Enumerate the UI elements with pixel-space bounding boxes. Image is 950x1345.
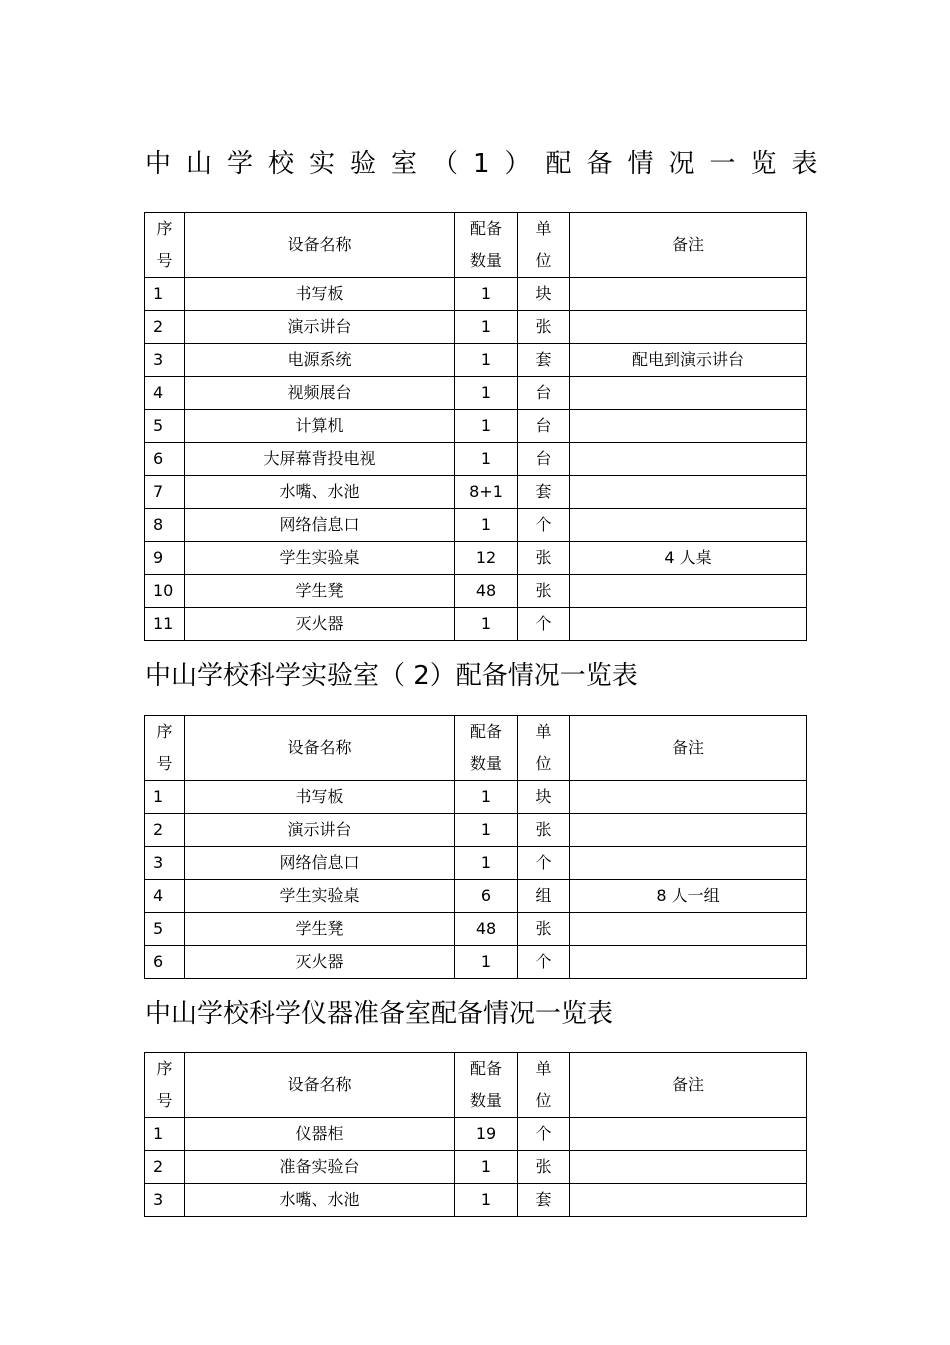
row-no-text: 4: [153, 383, 164, 402]
row-name-text: 水嘴、水池: [279, 1190, 360, 1209]
row-name: [185, 311, 455, 344]
row-qty: [455, 847, 518, 880]
header-qty-text: 数量: [469, 251, 502, 270]
header-qty-text: 数量: [469, 754, 502, 773]
row-name: [185, 443, 455, 476]
row-no-text: 2: [153, 820, 164, 839]
row-qty: [455, 946, 518, 979]
row-no-text: 5: [153, 416, 164, 435]
row-name: [185, 781, 455, 814]
row-qty-text: 1: [480, 614, 492, 633]
header-unit-text: 单: [535, 219, 552, 238]
row-qty-text: 1: [480, 1190, 492, 1209]
row-note: [570, 1184, 807, 1217]
row-note: [570, 781, 807, 814]
row-unit: [518, 410, 570, 443]
row-name-text: 网络信息口: [279, 515, 360, 534]
row-qty: [455, 344, 518, 377]
row-qty: [455, 781, 518, 814]
row-unit-text: 台: [535, 449, 552, 468]
table-row: [145, 443, 807, 476]
row-name: [185, 814, 455, 847]
header-note: [570, 213, 807, 278]
row-unit: [518, 814, 570, 847]
row-qty-text: 1: [480, 383, 492, 402]
row-unit: [518, 1184, 570, 1217]
row-unit-text: 个: [535, 515, 552, 534]
row-qty-text: 12: [475, 548, 497, 567]
header-name: [185, 213, 455, 278]
row-no: [145, 781, 185, 814]
header-unit: [518, 716, 570, 781]
table-header-row: [145, 1053, 807, 1118]
row-note: [570, 946, 807, 979]
header-name: [185, 716, 455, 781]
header-no: [145, 716, 185, 781]
row-unit-text: 张: [535, 919, 552, 938]
row-unit-text: 个: [535, 853, 552, 872]
header-unit-text: 单: [535, 722, 552, 741]
row-unit: [518, 311, 570, 344]
row-unit: [518, 781, 570, 814]
row-qty-text: 1: [480, 820, 492, 839]
row-qty-text: 19: [475, 1124, 497, 1143]
header-note: [570, 716, 807, 781]
table-row: [145, 946, 807, 979]
row-name-text: 大屏幕背投电视: [263, 449, 376, 468]
row-unit-text: 台: [535, 383, 552, 402]
row-no: [145, 476, 185, 509]
row-no-text: 2: [153, 317, 164, 336]
header-name-text: 设备名称: [287, 738, 352, 757]
row-note: [570, 509, 807, 542]
row-name: [185, 847, 455, 880]
row-unit-text: 个: [535, 952, 552, 971]
table-row: [145, 814, 807, 847]
header-name-text: 设备名称: [287, 1075, 352, 1094]
row-name: [185, 913, 455, 946]
row-no: [145, 278, 185, 311]
header-no: [145, 1053, 185, 1118]
table-row: [145, 781, 807, 814]
row-name: [185, 410, 455, 443]
row-note: [570, 311, 807, 344]
row-qty-text: 1: [480, 449, 492, 468]
row-unit: [518, 946, 570, 979]
row-note: [570, 344, 807, 377]
row-qty: [455, 278, 518, 311]
row-no: [145, 880, 185, 913]
row-qty-text: 1: [480, 1157, 492, 1176]
equipment-table-3: [144, 1052, 807, 1217]
row-unit-text: 个: [535, 614, 552, 633]
row-qty-text: 1: [480, 350, 492, 369]
row-name-text: 网络信息口: [279, 853, 360, 872]
header-unit-text: 位: [535, 754, 552, 773]
row-qty: [455, 814, 518, 847]
equipment-table-1: [144, 212, 807, 641]
row-qty: [455, 542, 518, 575]
row-no: [145, 377, 185, 410]
header-no-text: 序: [156, 722, 173, 741]
header-unit-text: 位: [535, 1091, 552, 1110]
row-qty-text: 1: [480, 952, 492, 971]
row-note: [570, 278, 807, 311]
row-name-text: 书写板: [295, 787, 344, 806]
row-name-text: 灭火器: [295, 614, 344, 633]
row-unit: [518, 1118, 570, 1151]
table-row: [145, 575, 807, 608]
row-no-text: 6: [153, 449, 164, 468]
table-row: [145, 1184, 807, 1217]
row-no-text: 3: [153, 1190, 164, 1209]
table-row: [145, 542, 807, 575]
row-qty: [455, 913, 518, 946]
row-name: [185, 1118, 455, 1151]
row-no-text: 3: [153, 350, 164, 369]
row-note: [570, 1118, 807, 1151]
row-no: [145, 542, 185, 575]
header-note-text: 备注: [671, 738, 704, 757]
row-unit-text: 组: [535, 886, 552, 905]
row-note-text: 8 人一组: [656, 886, 720, 905]
row-note: [570, 608, 807, 641]
row-unit: [518, 608, 570, 641]
header-unit-text: 位: [535, 251, 552, 270]
row-qty: [455, 1118, 518, 1151]
row-unit: [518, 880, 570, 913]
row-no-text: 3: [153, 853, 164, 872]
row-unit-text: 套: [535, 1190, 552, 1209]
header-qty-text: 配备: [469, 722, 502, 741]
table-3-title: 中山学校科学仪器准备室配备情况一览表: [145, 999, 614, 1029]
row-unit-text: 台: [535, 416, 552, 435]
row-qty: [455, 311, 518, 344]
row-note: [570, 880, 807, 913]
row-unit: [518, 847, 570, 880]
row-qty-text: 1: [480, 515, 492, 534]
header-qty: [455, 716, 518, 781]
row-note: [570, 443, 807, 476]
row-unit-text: 块: [535, 787, 552, 806]
header-note-text: 备注: [671, 235, 704, 254]
row-qty-text: 6: [480, 886, 492, 905]
row-unit: [518, 575, 570, 608]
row-no: [145, 509, 185, 542]
row-unit-text: 张: [535, 820, 552, 839]
row-name-text: 水嘴、水池: [279, 482, 360, 501]
table-header-row: [145, 716, 807, 781]
row-unit: [518, 913, 570, 946]
row-no: [145, 814, 185, 847]
row-unit: [518, 542, 570, 575]
row-name: [185, 509, 455, 542]
row-note: [570, 377, 807, 410]
row-no: [145, 847, 185, 880]
row-name: [185, 476, 455, 509]
row-qty: [455, 880, 518, 913]
header-no-text: 号: [156, 251, 173, 270]
table-row: [145, 880, 807, 913]
row-name-text: 仪器柜: [295, 1124, 344, 1143]
row-unit: [518, 278, 570, 311]
row-name: [185, 278, 455, 311]
table-row: [145, 608, 807, 641]
row-qty: [455, 476, 518, 509]
row-no-text: 8: [153, 515, 164, 534]
header-unit-text: 单: [535, 1059, 552, 1078]
row-name-text: 电源系统: [287, 350, 352, 369]
row-name-text: 学生凳: [295, 919, 344, 938]
row-no: [145, 344, 185, 377]
row-no-text: 1: [153, 787, 164, 806]
row-no: [145, 946, 185, 979]
row-qty: [455, 377, 518, 410]
row-name-text: 学生实验桌: [279, 548, 360, 567]
header-name-text: 设备名称: [287, 235, 352, 254]
equipment-table-2: [144, 715, 807, 979]
row-no: [145, 575, 185, 608]
row-qty: [455, 575, 518, 608]
row-unit-text: 套: [535, 482, 552, 501]
row-no-text: 1: [153, 284, 164, 303]
row-note: [570, 476, 807, 509]
row-unit-text: 张: [535, 1157, 552, 1176]
row-note: [570, 575, 807, 608]
row-no-text: 7: [153, 482, 164, 501]
row-qty-text: 1: [480, 416, 492, 435]
row-no-text: 6: [153, 952, 164, 971]
row-no: [145, 1151, 185, 1184]
row-name: [185, 542, 455, 575]
row-qty-text: 1: [480, 317, 492, 336]
row-note: [570, 847, 807, 880]
table-row: [145, 344, 807, 377]
table-row: [145, 278, 807, 311]
row-unit: [518, 344, 570, 377]
row-no: [145, 410, 185, 443]
header-qty: [455, 1053, 518, 1118]
row-no-text: 10: [153, 581, 174, 600]
table-row: [145, 847, 807, 880]
row-unit-text: 个: [535, 1124, 552, 1143]
row-unit-text: 张: [535, 317, 552, 336]
table-row: [145, 377, 807, 410]
row-name-text: 演示讲台: [287, 317, 352, 336]
row-qty-text: 1: [480, 787, 492, 806]
row-no: [145, 913, 185, 946]
row-note: [570, 1151, 807, 1184]
row-name: [185, 1184, 455, 1217]
row-no: [145, 443, 185, 476]
row-unit: [518, 509, 570, 542]
row-no-text: 9: [153, 548, 164, 567]
table-row: [145, 476, 807, 509]
row-name-text: 书写板: [295, 284, 344, 303]
table-row: [145, 311, 807, 344]
table-row: [145, 913, 807, 946]
header-no-text: 序: [156, 1059, 173, 1078]
row-no: [145, 311, 185, 344]
row-unit: [518, 377, 570, 410]
row-name: [185, 377, 455, 410]
row-qty: [455, 1151, 518, 1184]
row-unit-text: 张: [535, 581, 552, 600]
row-note: [570, 913, 807, 946]
row-unit-text: 套: [535, 350, 552, 369]
row-name-text: 学生凳: [295, 581, 344, 600]
row-qty: [455, 443, 518, 476]
row-qty-text: 1: [480, 853, 492, 872]
header-unit: [518, 1053, 570, 1118]
header-no: [145, 213, 185, 278]
row-qty: [455, 608, 518, 641]
table-row: [145, 410, 807, 443]
row-name: [185, 608, 455, 641]
row-name-text: 准备实验台: [279, 1157, 360, 1176]
row-qty-text: 1: [480, 284, 492, 303]
row-no-text: 1: [153, 1124, 164, 1143]
header-no-text: 序: [156, 219, 173, 238]
table-row: [145, 509, 807, 542]
row-note: [570, 410, 807, 443]
row-qty-text: 48: [475, 581, 497, 600]
header-note: [570, 1053, 807, 1118]
row-no-text: 4: [153, 886, 164, 905]
header-qty-text: 配备: [469, 1059, 502, 1078]
row-name-text: 学生实验桌: [279, 886, 360, 905]
row-unit: [518, 476, 570, 509]
table-2-title: 中山学校科学实验室（ 2）配备情况一览表: [145, 661, 638, 691]
table-header-row: [145, 213, 807, 278]
row-note-text: 4 人桌: [664, 548, 712, 567]
row-name: [185, 1151, 455, 1184]
header-no-text: 号: [156, 754, 173, 773]
row-name: [185, 344, 455, 377]
row-name: [185, 946, 455, 979]
header-note-text: 备注: [671, 1075, 704, 1094]
row-note: [570, 542, 807, 575]
row-note: [570, 814, 807, 847]
row-qty: [455, 1184, 518, 1217]
row-unit-text: 张: [535, 548, 552, 567]
row-qty: [455, 509, 518, 542]
row-name-text: 灭火器: [295, 952, 344, 971]
row-unit-text: 块: [535, 284, 552, 303]
row-name-text: 演示讲台: [287, 820, 352, 839]
row-no-text: 2: [153, 1157, 164, 1176]
row-name-text: 视频展台: [287, 383, 352, 402]
row-qty-text: 8+1: [469, 482, 503, 501]
row-qty: [455, 410, 518, 443]
row-no: [145, 1184, 185, 1217]
row-name-text: 计算机: [295, 416, 344, 435]
row-name: [185, 880, 455, 913]
header-qty-text: 配备: [469, 219, 502, 238]
header-qty: [455, 213, 518, 278]
row-note-text: 配电到演示讲台: [631, 350, 744, 369]
table-row: [145, 1151, 807, 1184]
header-no-text: 号: [156, 1091, 173, 1110]
row-no-text: 11: [153, 614, 174, 633]
row-unit: [518, 443, 570, 476]
table-1-title: 中山学校实验室（1）配备情况一览表: [145, 149, 833, 179]
row-qty-text: 48: [475, 919, 497, 938]
header-qty-text: 数量: [469, 1091, 502, 1110]
row-no-text: 5: [153, 919, 164, 938]
table-row: [145, 1118, 807, 1151]
header-name: [185, 1053, 455, 1118]
row-no: [145, 608, 185, 641]
row-name: [185, 575, 455, 608]
row-unit: [518, 1151, 570, 1184]
header-unit: [518, 213, 570, 278]
row-no: [145, 1118, 185, 1151]
